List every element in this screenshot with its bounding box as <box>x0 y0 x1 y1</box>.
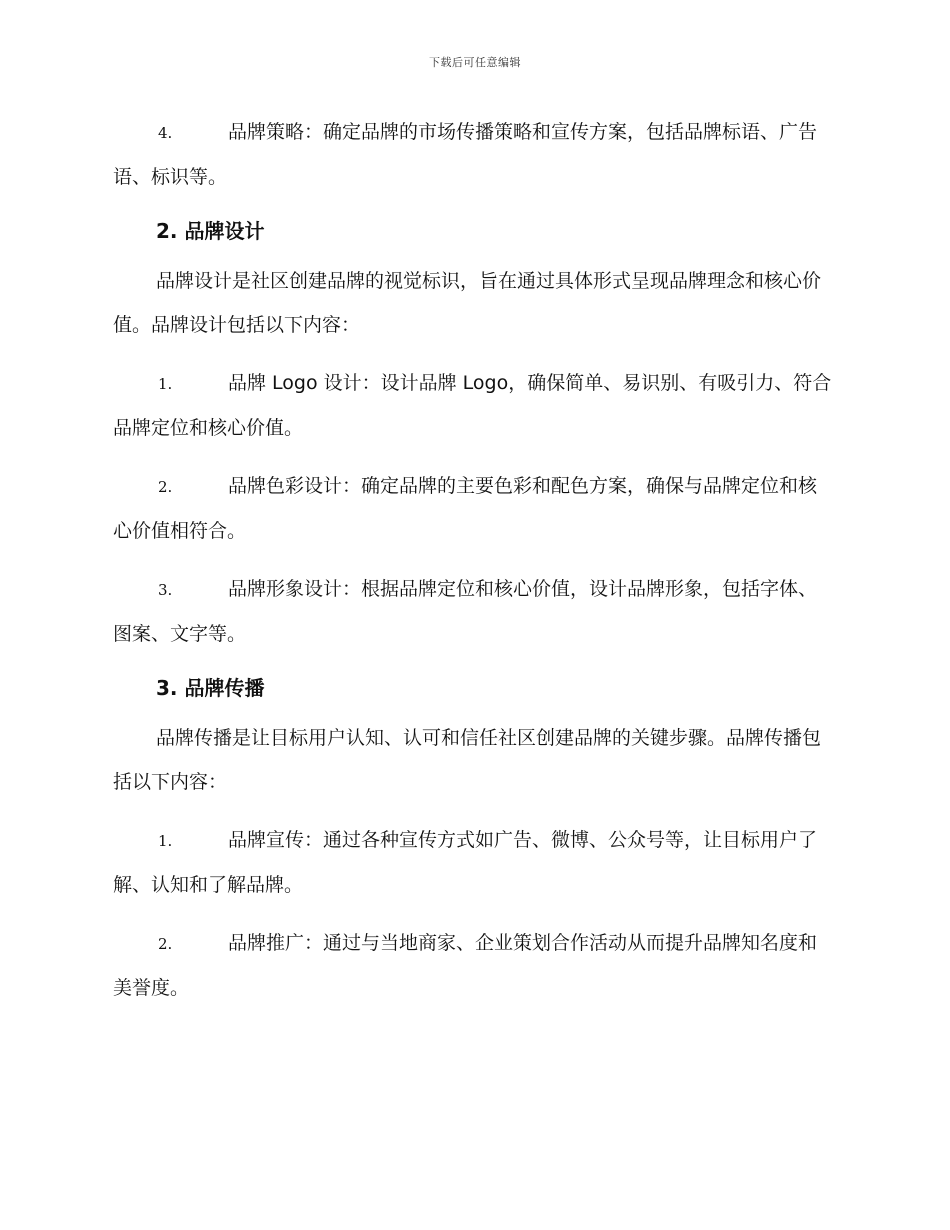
section-paragraph-communication: 品牌传播是让目标用户认知、认可和信任社区创建品牌的关键步骤。品牌传播包括以下内容： <box>113 727 822 793</box>
list-number: 3. <box>158 581 173 599</box>
document-content <box>113 110 835 1024</box>
list-number: 1. <box>158 832 173 850</box>
list-item <box>113 921 835 1010</box>
list-item <box>113 567 835 656</box>
list-text: 品牌 Logo 设计：设计品牌 Logo，确保简单、易识别、有吸引力、符合品牌定位和核心价值。 <box>113 372 832 439</box>
list-text: 品牌形象设计：根据品牌定位和核心价值，设计品牌形象，包括字体、图案、文字等。 <box>113 578 818 645</box>
list-number: 2. <box>158 935 173 953</box>
list-text: 品牌色彩设计：确定品牌的主要色彩和配色方案，确保与品牌定位和核心价值相符合。 <box>113 475 818 542</box>
list-item <box>113 818 835 907</box>
section-heading-design: 2. 品牌设计 <box>156 219 265 243</box>
list-item <box>113 110 835 199</box>
header-note: 下载后可任意编辑 <box>429 56 521 69</box>
list-number: 2. <box>158 478 173 496</box>
list-number: 1. <box>158 375 173 393</box>
list-text: 品牌宣传：通过各种宣传方式如广告、微博、公众号等，让目标用户了解、认知和了解品牌。 <box>113 829 818 896</box>
list-text: 品牌策略：确定品牌的市场传播策略和宣传方案，包括品牌标语、广告语、标识等。 <box>113 121 818 188</box>
list-item <box>113 464 835 553</box>
list-text: 品牌推广：通过与当地商家、企业策划合作活动从而提升品牌知名度和美誉度。 <box>113 932 818 999</box>
section-heading-communication: 3. 品牌传播 <box>156 676 265 700</box>
list-item <box>113 361 835 450</box>
list-number: 4. <box>158 124 173 142</box>
section-paragraph-design: 品牌设计是社区创建品牌的视觉标识，旨在通过具体形式呈现品牌理念和核心价值。品牌设计包括以下内容： <box>113 270 822 336</box>
